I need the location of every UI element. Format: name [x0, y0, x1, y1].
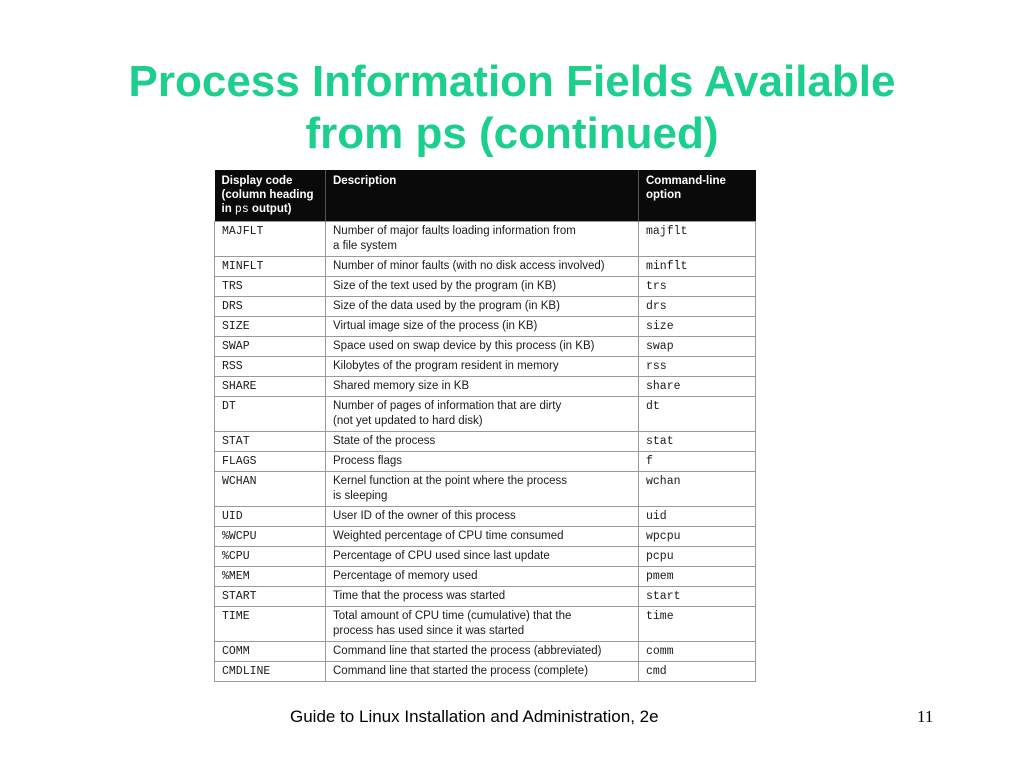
cell-command-line-option: drs: [639, 296, 756, 316]
table-row: [215, 276, 756, 296]
description-line: (not yet updated to hard disk): [333, 414, 483, 427]
cell-description: [326, 396, 639, 431]
cell-display-code: UID: [215, 506, 326, 526]
cell-display-code: STAT: [215, 431, 326, 451]
process-fields-table: [214, 170, 756, 682]
cell-command-line-option: comm: [639, 641, 756, 661]
description-line: Command line that started the process (complete): [333, 664, 589, 677]
table-row: [215, 606, 756, 641]
description-line: process has used since it was started: [333, 624, 525, 637]
cell-description: [326, 661, 639, 681]
cell-command-line-option: size: [639, 316, 756, 336]
cell-display-code: DT: [215, 396, 326, 431]
description-line: a file system: [333, 239, 397, 252]
table-row: [215, 661, 756, 681]
cell-display-code: COMM: [215, 641, 326, 661]
cell-command-line-option: wchan: [639, 471, 756, 506]
cell-command-line-option: cmd: [639, 661, 756, 681]
cell-command-line-option: f: [639, 451, 756, 471]
cell-display-code: MAJFLT: [215, 221, 326, 256]
cell-display-code: %WCPU: [215, 526, 326, 546]
table-row: [215, 396, 756, 431]
cell-display-code: TIME: [215, 606, 326, 641]
cell-description: [326, 641, 639, 661]
cell-display-code: MINFLT: [215, 256, 326, 276]
cell-command-line-option: pmem: [639, 566, 756, 586]
cell-description: [326, 316, 639, 336]
cell-description: [326, 336, 639, 356]
cell-description: [326, 356, 639, 376]
description-line: Percentage of CPU used since last update: [333, 549, 550, 562]
table-row: [215, 356, 756, 376]
description-line: User ID of the owner of this process: [333, 509, 516, 522]
slide-title-line-1: Process Information Fields Available: [128, 57, 896, 106]
cell-display-code: FLAGS: [215, 451, 326, 471]
cell-display-code: %CPU: [215, 546, 326, 566]
table-row: [215, 526, 756, 546]
header-command-line-option: Command-line option: [639, 170, 756, 221]
description-line: Virtual image size of the process (in KB): [333, 319, 538, 332]
table-row: [215, 641, 756, 661]
cell-command-line-option: share: [639, 376, 756, 396]
cell-display-code: TRS: [215, 276, 326, 296]
cell-command-line-option: pcpu: [639, 546, 756, 566]
cell-description: [326, 296, 639, 316]
cell-display-code: SWAP: [215, 336, 326, 356]
description-line: Command line that started the process (abbreviated): [333, 644, 602, 657]
table-row: [215, 506, 756, 526]
description-line: Weighted percentage of CPU time consumed: [333, 529, 564, 542]
cell-display-code: CMDLINE: [215, 661, 326, 681]
cell-description: [326, 221, 639, 256]
cell-description: [326, 256, 639, 276]
cell-command-line-option: stat: [639, 431, 756, 451]
cell-description: [326, 566, 639, 586]
table-body: [215, 221, 756, 681]
cell-display-code: SIZE: [215, 316, 326, 336]
cell-command-line-option: time: [639, 606, 756, 641]
description-line: Kilobytes of the program resident in memory: [333, 359, 559, 372]
slide-title: [0, 56, 1024, 160]
table-row: [215, 586, 756, 606]
cell-description: [326, 526, 639, 546]
description-line: Space used on swap device by this process (in KB): [333, 339, 595, 352]
cell-command-line-option: wpcpu: [639, 526, 756, 546]
description-line: Kernel function at the point where the process: [333, 474, 567, 487]
description-line: Number of minor faults (with no disk access involved): [333, 259, 605, 272]
table-header-row: [215, 170, 756, 221]
description-line: Total amount of CPU time (cumulative) that the: [333, 609, 572, 622]
table-row: [215, 451, 756, 471]
cell-display-code: START: [215, 586, 326, 606]
cell-description: [326, 376, 639, 396]
cell-command-line-option: majflt: [639, 221, 756, 256]
description-line: Process flags: [333, 454, 403, 467]
table-row: [215, 546, 756, 566]
cell-description: [326, 276, 639, 296]
footer-text: Guide to Linux Installation and Administration, 2e: [290, 707, 659, 726]
cell-command-line-option: trs: [639, 276, 756, 296]
cell-description: [326, 586, 639, 606]
cell-description: [326, 546, 639, 566]
page-number: 11: [917, 707, 934, 726]
cell-command-line-option: minflt: [639, 256, 756, 276]
table-row: [215, 221, 756, 256]
description-line: Percentage of memory used: [333, 569, 478, 582]
cell-description: [326, 506, 639, 526]
table-row: [215, 256, 756, 276]
table-row: [215, 376, 756, 396]
description-line: Number of major faults loading information from: [333, 224, 576, 237]
cell-command-line-option: rss: [639, 356, 756, 376]
cell-display-code: SHARE: [215, 376, 326, 396]
description-line: is sleeping: [333, 489, 388, 502]
table-row: [215, 431, 756, 451]
description-line: Shared memory size in KB: [333, 379, 470, 392]
cell-command-line-option: uid: [639, 506, 756, 526]
cell-display-code: DRS: [215, 296, 326, 316]
cell-display-code: %MEM: [215, 566, 326, 586]
description-line: Number of pages of information that are dirty: [333, 399, 562, 412]
cell-description: [326, 606, 639, 641]
header-display-code: Display code (column heading in ps output): [215, 170, 326, 221]
cell-description: [326, 451, 639, 471]
table-row: [215, 471, 756, 506]
table-row: [215, 336, 756, 356]
description-line: Size of the data used by the program (in KB): [333, 299, 560, 312]
header-description: Description: [326, 170, 639, 221]
cell-command-line-option: swap: [639, 336, 756, 356]
cell-command-line-option: dt: [639, 396, 756, 431]
description-line: Time that the process was started: [333, 589, 506, 602]
description-line: Size of the text used by the program (in KB): [333, 279, 557, 292]
cell-display-code: RSS: [215, 356, 326, 376]
table-row: [215, 566, 756, 586]
cell-description: [326, 431, 639, 451]
table-row: [215, 296, 756, 316]
slide-title-line-2: from ps (continued): [305, 109, 719, 158]
cell-description: [326, 471, 639, 506]
table-row: [215, 316, 756, 336]
cell-display-code: WCHAN: [215, 471, 326, 506]
description-line: State of the process: [333, 434, 436, 447]
cell-command-line-option: start: [639, 586, 756, 606]
